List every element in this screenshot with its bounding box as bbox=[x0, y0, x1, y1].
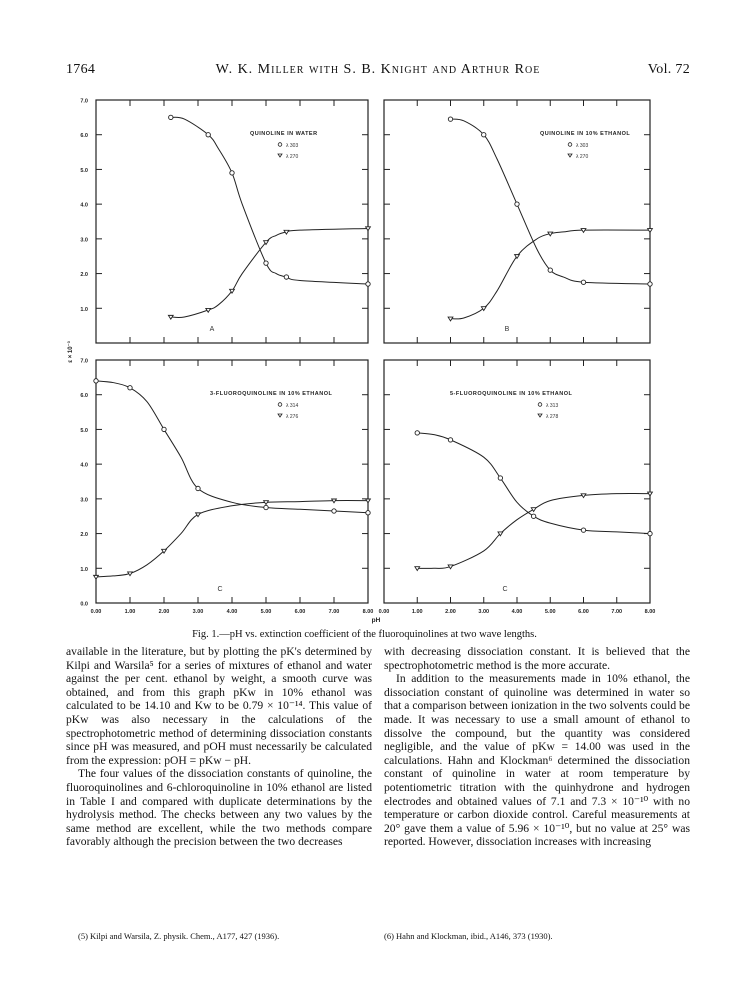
y-tick-label: 0.0 bbox=[80, 601, 88, 608]
data-point bbox=[648, 282, 652, 286]
x-tick-label: 5.00 bbox=[260, 609, 272, 615]
y-tick-label: 5.0 bbox=[80, 427, 88, 434]
legend-label: λ 270 bbox=[576, 154, 589, 160]
legend-symbol bbox=[568, 143, 572, 147]
data-point bbox=[415, 567, 420, 571]
data-point bbox=[498, 476, 502, 480]
data-point bbox=[548, 232, 553, 236]
y-tick-label: 7.0 bbox=[80, 358, 88, 365]
legend-symbol bbox=[538, 403, 542, 407]
data-point bbox=[169, 115, 173, 119]
data-point bbox=[448, 565, 453, 569]
series-line bbox=[96, 501, 368, 577]
data-point bbox=[230, 171, 234, 175]
data-point bbox=[581, 229, 586, 233]
series-line bbox=[171, 117, 368, 284]
y-tick-label: 3.0 bbox=[80, 237, 88, 244]
data-point bbox=[366, 511, 370, 515]
paragraph: with decreasing dissociation constant. It is believed that the spectrophotometric method is the more accurate. bbox=[384, 645, 690, 672]
series-line bbox=[171, 228, 368, 317]
panel-title: 3-FLUOROQUINOLINE IN 10% ETHANOL bbox=[210, 391, 333, 397]
x-tick-label: 5.00 bbox=[544, 609, 556, 615]
series-line bbox=[417, 494, 650, 569]
y-tick-label: 2.0 bbox=[80, 532, 88, 539]
data-point bbox=[648, 531, 652, 535]
x-tick-label: 2.00 bbox=[158, 609, 170, 615]
series-line bbox=[451, 230, 651, 319]
panel-title: QUINOLINE IN 10% ETHANOL bbox=[540, 131, 631, 137]
data-point bbox=[648, 229, 653, 233]
volume-label: Vol. 72 bbox=[647, 62, 690, 77]
data-point bbox=[264, 501, 269, 505]
x-tick-label: 1.00 bbox=[411, 609, 423, 615]
x-tick-label: 6.00 bbox=[294, 609, 306, 615]
legend-symbol bbox=[538, 414, 542, 417]
data-point bbox=[94, 575, 99, 579]
series-line bbox=[451, 119, 651, 284]
data-point bbox=[581, 280, 585, 284]
data-point bbox=[448, 438, 452, 442]
data-point bbox=[332, 499, 337, 503]
legend-label: λ 313 bbox=[546, 403, 559, 409]
data-point bbox=[648, 492, 653, 496]
data-point bbox=[162, 427, 166, 431]
y-tick-label: 3.0 bbox=[80, 497, 88, 504]
plot-frame bbox=[96, 100, 368, 343]
panel-letter: A bbox=[209, 326, 215, 333]
legend-label: λ 270 bbox=[286, 154, 299, 160]
data-point bbox=[94, 379, 98, 383]
data-point bbox=[415, 431, 419, 435]
x-tick-label: 6.00 bbox=[578, 609, 589, 615]
x-tick-label: 8.00 bbox=[362, 609, 374, 615]
panel-title: 5-FLUOROQUINOLINE IN 10% ETHANOL bbox=[450, 391, 573, 397]
legend-symbol bbox=[278, 403, 282, 407]
panel-title: QUINOLINE IN WATER bbox=[250, 131, 318, 137]
data-point bbox=[264, 505, 268, 509]
data-point bbox=[284, 230, 289, 234]
panel-letter: B bbox=[504, 326, 510, 333]
body-column-left bbox=[66, 645, 372, 849]
y-axis-label: ε × 10⁻³ bbox=[68, 341, 74, 363]
data-point bbox=[168, 315, 173, 319]
data-point bbox=[332, 509, 336, 513]
legend-label: λ 278 bbox=[546, 414, 559, 420]
data-point bbox=[128, 572, 133, 576]
series-line bbox=[96, 381, 368, 513]
y-tick-label: 5.0 bbox=[80, 167, 88, 174]
data-point bbox=[531, 508, 536, 512]
data-point bbox=[515, 202, 519, 206]
y-tick-label: 1.0 bbox=[80, 566, 88, 573]
data-point bbox=[366, 499, 371, 503]
y-tick-label: 4.0 bbox=[80, 202, 88, 209]
y-tick-label: 1.0 bbox=[80, 306, 88, 313]
data-point bbox=[128, 386, 132, 390]
legend-symbol bbox=[278, 143, 282, 147]
data-point bbox=[448, 117, 452, 121]
y-tick-label: 7.0 bbox=[80, 98, 88, 105]
figure-caption: Fig. 1.—pH vs. extinction coefficient of the fluoroquinolines at two wave lengths. bbox=[192, 629, 537, 640]
x-tick-label: 8.00 bbox=[644, 609, 656, 615]
footnote-5: (5) Kilpi and Warsila, Z. physik. Chem., A177, 427 (1936). bbox=[78, 931, 280, 941]
body-column-right bbox=[384, 645, 690, 849]
x-tick-label: 0.00 bbox=[90, 609, 102, 615]
data-point bbox=[366, 282, 370, 286]
legend-label: λ 303 bbox=[286, 143, 299, 149]
legend-label: λ 314 bbox=[286, 403, 299, 409]
paragraph: The four values of the dissociation constants of quinoline, the fluoroquinolines and 6-chloroquinoline in 10% ethanol are listed in Table I and compared with duplicate determinations by the hydrolysis method. The checks between any two values by the same method are excellent, while the two methods compare favorably although the precision between the two decreases bbox=[66, 767, 372, 849]
page-number: 1764 bbox=[66, 62, 96, 77]
data-point bbox=[284, 275, 288, 279]
y-tick-label: 6.0 bbox=[80, 133, 88, 140]
y-tick-label: 6.0 bbox=[80, 393, 88, 400]
legend-label: λ 276 bbox=[286, 414, 299, 420]
legend-symbol bbox=[568, 154, 572, 157]
panel-letter: C bbox=[217, 586, 223, 593]
legend-symbol bbox=[278, 154, 282, 157]
data-point bbox=[581, 528, 585, 532]
legend-label: λ 303 bbox=[576, 143, 589, 149]
data-point bbox=[531, 514, 535, 518]
data-point bbox=[196, 486, 200, 490]
y-tick-label: 2.0 bbox=[80, 272, 88, 279]
paragraph: available in the literature, but by plotting the pK's determined by Kilpi and Warsila⁵ for a series of mixtures of ethanol and water against the per cent. ethanol by weight, a smooth curve was obtained, and from this graph pKw in 10% ethanol was calculated to be 14.10 and Kw to be 0.79 × 10⁻¹⁴. This value of pKw was also necessary in the calculations of the spectrophotometric method of determining dissociation constants since pH was measured, and pOH must necessarily be calculated from the expression: pOH = pKw − pH. bbox=[66, 645, 372, 767]
data-point bbox=[366, 227, 371, 231]
legend-symbol bbox=[278, 414, 282, 417]
data-point bbox=[581, 494, 586, 498]
x-tick-label: 4.00 bbox=[226, 609, 238, 615]
x-tick-label: 0.00 bbox=[378, 609, 390, 615]
footnote-6: (6) Hahn and Klockman, ibid., A146, 373 (1930). bbox=[384, 931, 553, 941]
x-tick-label: 2.00 bbox=[445, 609, 456, 615]
data-point bbox=[548, 268, 552, 272]
x-axis-label: pH bbox=[371, 617, 381, 624]
running-title: W. K. Miller with S. B. Knight and Arthur Roe bbox=[215, 62, 541, 77]
x-tick-label: 4.00 bbox=[511, 609, 523, 615]
x-tick-label: 1.00 bbox=[124, 609, 136, 615]
panel-letter: C bbox=[502, 586, 508, 593]
y-tick-label: 4.0 bbox=[80, 462, 88, 469]
data-point bbox=[206, 308, 211, 312]
data-point bbox=[264, 261, 268, 265]
paragraph: In addition to the measurements made in 10% ethanol, the dissociation constant of quinoline was determined in water so that a comparison between ionization in the two solvents could be made. It was necessary to use a small amount of ethanol to dissolve the compound, but the quantity was considered negligible, and the value of pKw = 14.00 was used in the calculations. Hahn and Klockman⁶ determined the dissociation constant of quinoline in water at room temperature by potentiometric titration with the quinhydrone and hydrogen electrodes and obtained values of 7.1 and 7.3 × 10⁻¹⁰ with no temperature or carbon dioxide control. Careful measurements at 20° gave them a value of 5.96 × 10⁻¹⁰, but no value at 25° was reported. However, dissociation increases with increasing bbox=[384, 672, 690, 849]
x-tick-label: 7.00 bbox=[611, 609, 623, 615]
data-point bbox=[482, 133, 486, 137]
x-tick-label: 3.00 bbox=[192, 609, 204, 615]
data-point bbox=[448, 317, 453, 321]
x-tick-label: 7.00 bbox=[328, 609, 340, 615]
data-point bbox=[206, 133, 210, 137]
x-tick-label: 3.00 bbox=[478, 609, 490, 615]
